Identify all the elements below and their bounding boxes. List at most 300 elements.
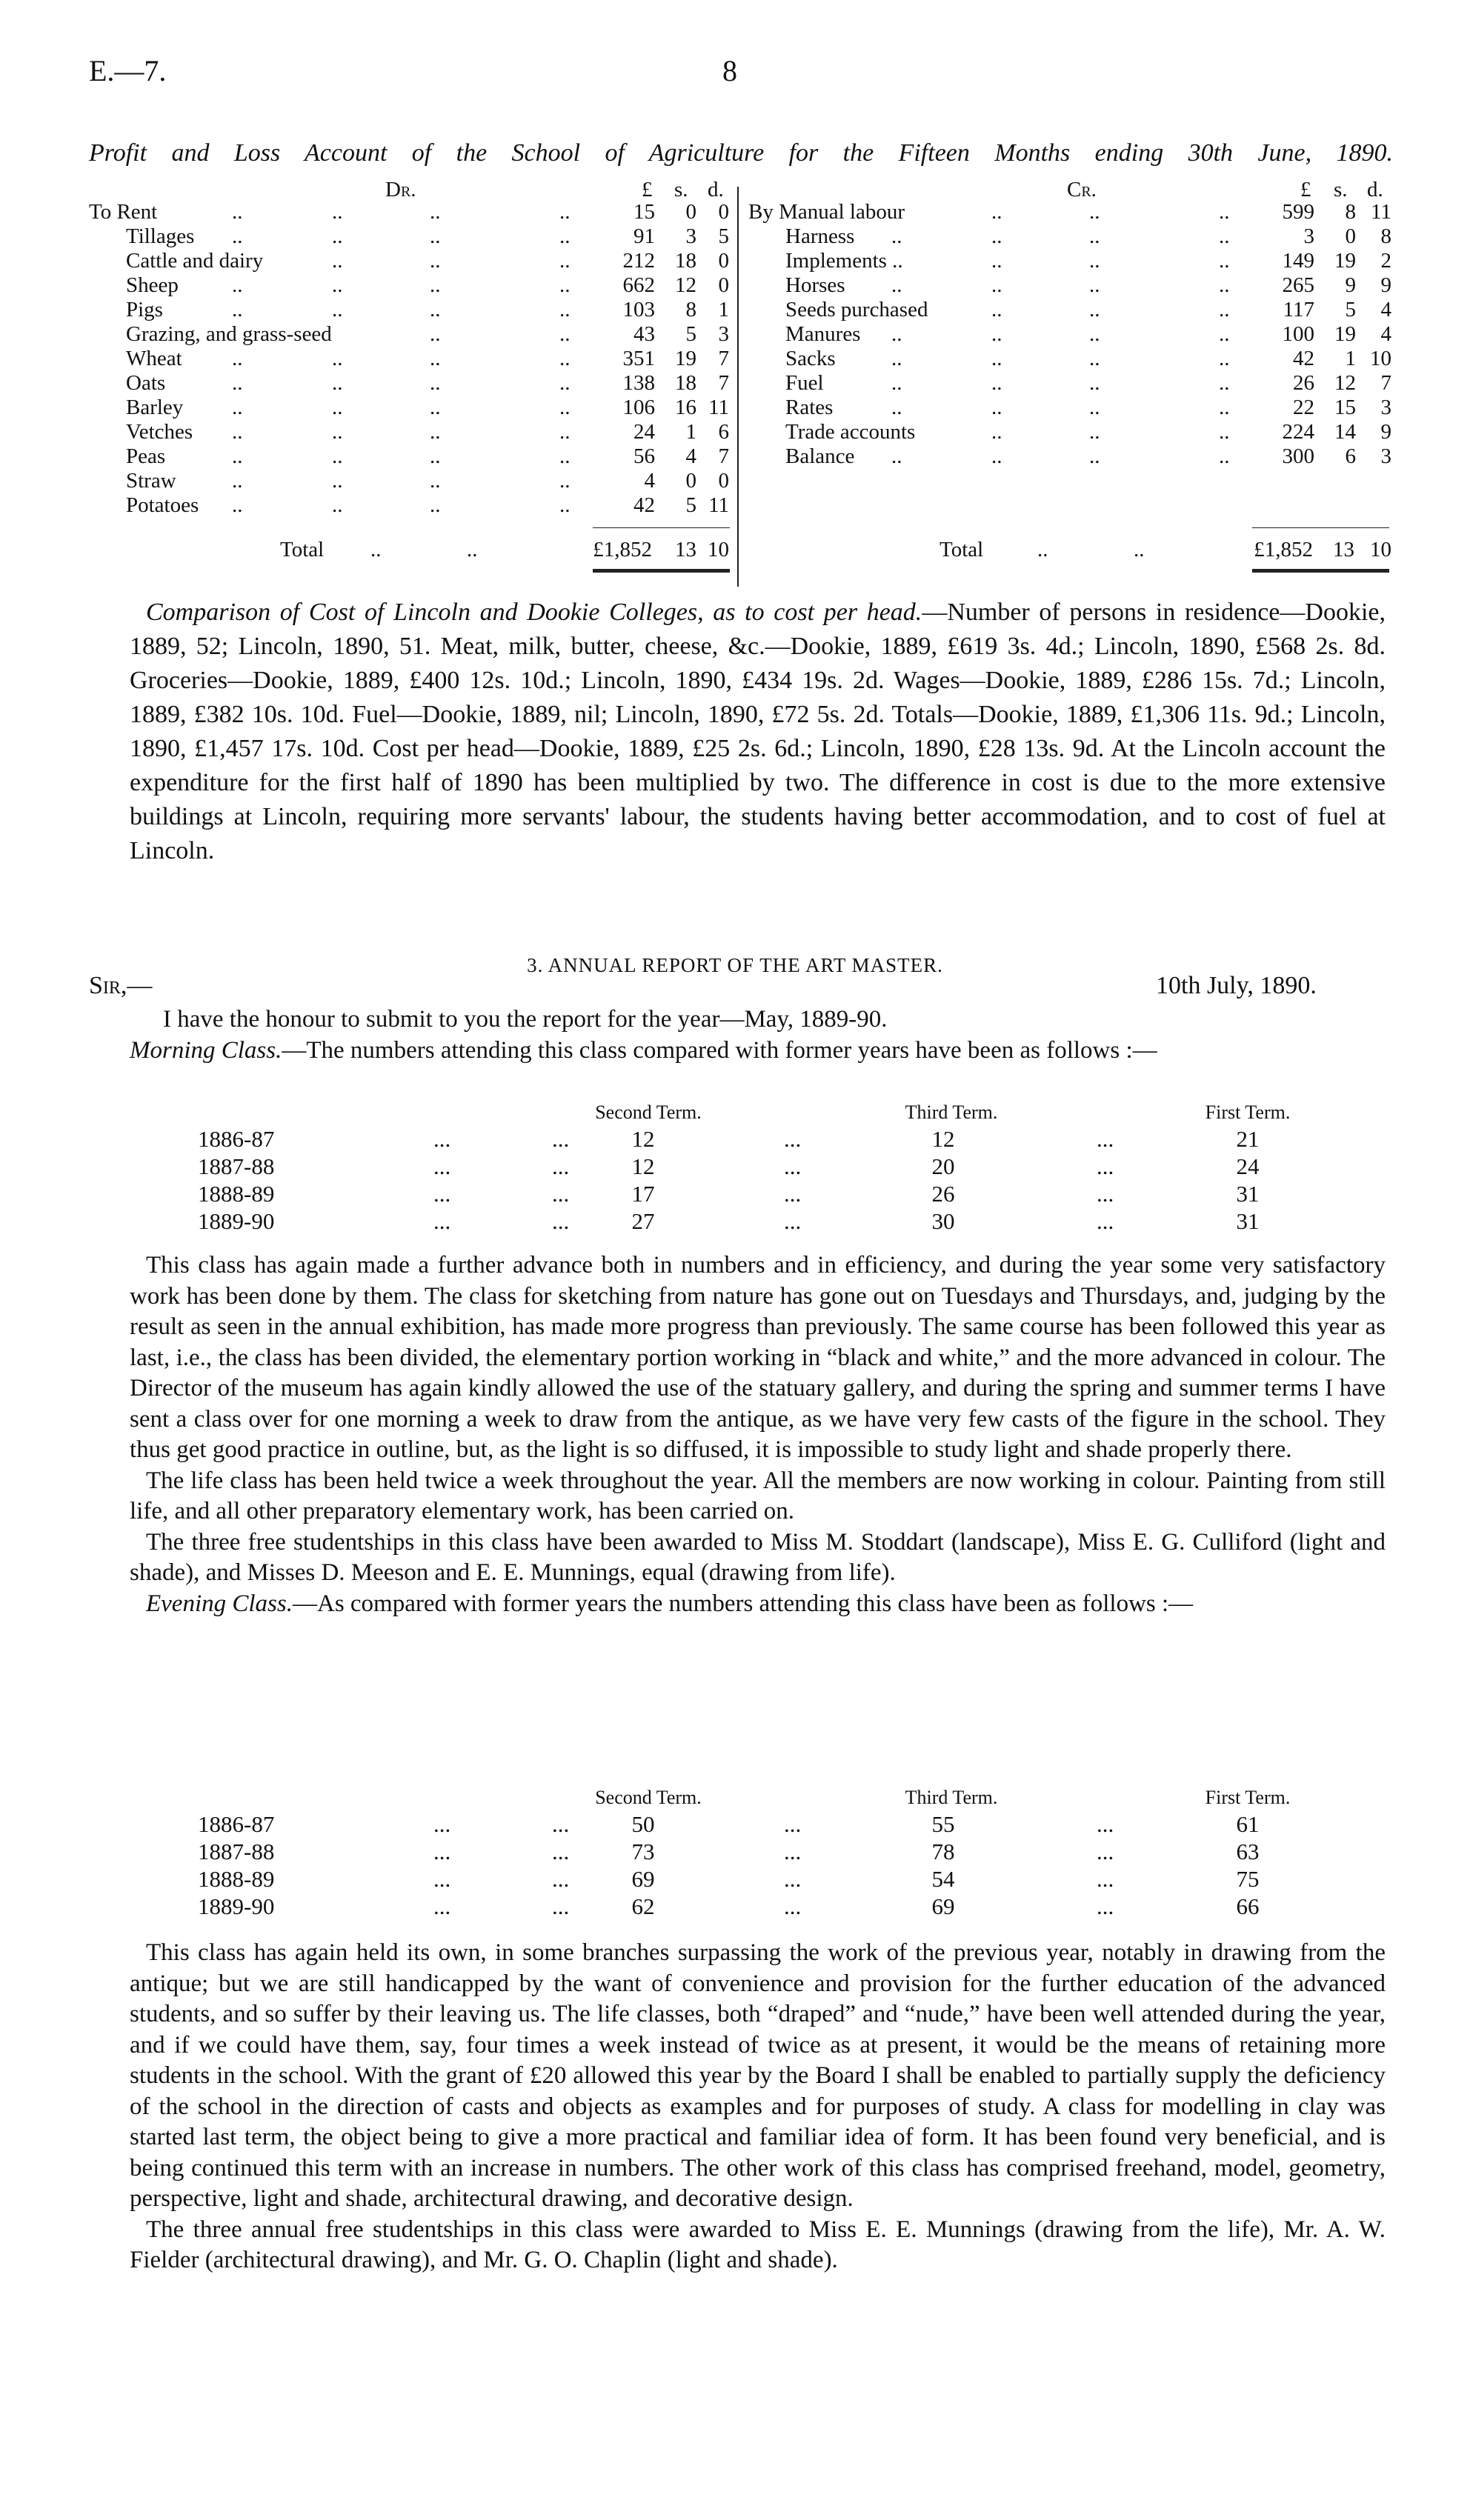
ellipsis: ... [552,1893,570,1919]
shillings: 5 [1345,298,1356,321]
pence: 7 [718,347,729,370]
term-header: Third Term. [905,1787,998,1808]
leader: .. [991,224,1002,248]
term-header: Second Term. [595,1101,702,1123]
first-term-value: 24 [1236,1153,1260,1179]
leader: .. [1134,538,1145,561]
total-pence: 10 [1370,538,1391,561]
leader: .. [332,371,343,395]
paragraph: The three annual free studentships in this class were awarded to Miss E. E. Munnings (drawing from the life), Mr. A. W. Fielder (architectural drawing), and Mr. G. O. Chaplin (light and shade). [130,2216,1386,2273]
cr-row [0,420,1470,444]
first-term-value: 21 [1236,1126,1260,1152]
table-row [0,1207,1470,1235]
profit-loss-title: Profit and Loss Account of the School of Agriculture for the Fifteen Months ending 30th June, 1890. [89,139,1393,167]
document-reference: E.—7. [89,54,167,87]
year: 1888-89 [198,1181,275,1207]
total-pence: 10 [708,538,729,561]
pounds: 4 [644,469,655,493]
leader: .. [991,200,1002,224]
leader: .. [559,371,571,395]
dr-row [0,493,1470,518]
cr-row [0,273,1470,298]
leader: .. [559,273,571,297]
row-label: Sacks [785,347,836,370]
leader: .. [891,371,902,395]
leader: .. [559,444,571,468]
col-pounds: £ [642,178,653,201]
col-shillings: s. [674,178,688,201]
leader: .. [332,298,343,321]
ellipsis: ... [433,1153,451,1179]
pounds: 351 [622,347,655,370]
paragraph: The life class has been held twice a week throughout the year. All the members are now working in colour. Painting from still life, and all other preparatory elementary work, has been carried on. [130,1467,1386,1524]
leader: .. [467,538,478,561]
ellipsis: ... [1097,1126,1114,1152]
ellipsis: ... [784,1839,802,1864]
pence: 5 [718,224,729,248]
third-term-value: 26 [931,1181,955,1207]
year: 1886-87 [198,1126,275,1152]
pence: 6 [718,420,729,444]
leader: .. [991,420,1002,444]
leader: .. [430,469,441,493]
pounds: 56 [633,444,655,468]
leader: .. [991,298,1002,321]
morning-class-lead: Morning Class. [130,1036,282,1064]
ellipsis: ... [784,1126,802,1152]
shillings: 14 [1334,420,1356,444]
term-header: Second Term. [595,1787,702,1808]
shillings: 16 [675,396,696,419]
table-header [0,178,1470,202]
pounds: 662 [622,273,655,297]
pounds: 149 [1282,249,1314,273]
leader: .. [332,493,343,517]
third-term-value: 54 [931,1866,955,1892]
evening-class-paragraphs [130,1938,1386,2276]
paragraph: This class has again made a further advance both in numbers and in efficiency, and during the year some very satisfactory work has been done by them. The class for sketching from nature has gone out on Tuesdays and Thursdays, and, judging by the result as seen in the annual exhibition, has made more progress than previously. The same course has been followed this year as last, i.e., the class has been divided, the elementary portion working in “black and white,” and the more advanced in colour. The Director of the museum has again kindly allowed the use of the statuary gallery, and during the spring and summer terms I have sent a class over for one morning a week to draw from the antique, as we have very few casts of the figure in the school. They thus get good practice in outline, but, as the light is so diffused, it is impossible to study light and shade properly there. [130,1252,1386,1463]
col-pounds: £ [1300,178,1311,201]
leader: .. [1089,444,1100,468]
leader: .. [1219,224,1230,248]
leader: .. [1089,249,1100,273]
pounds: 103 [622,298,655,321]
leader: .. [1219,396,1230,419]
leader: .. [232,420,243,444]
ellipsis: ... [1097,1866,1114,1892]
leader: .. [1089,200,1100,224]
leader: .. [430,249,441,273]
leader: .. [991,371,1002,395]
pence: 9 [1380,420,1391,444]
credit-label: Cr. [1067,178,1097,201]
shillings: 9 [1345,273,1356,297]
morning-class-text: —The numbers attending this class compared with former years have been as follows :— [282,1036,1157,1064]
pence: 2 [1380,249,1391,273]
pence: 11 [708,493,729,517]
third-term-value: 55 [931,1811,955,1837]
row-label: Rates [785,396,834,419]
leader: .. [232,493,243,517]
leader: .. [1089,224,1100,248]
table-row [0,1810,1470,1838]
cr-row [0,347,1470,371]
third-term-value: 30 [931,1208,955,1234]
ellipsis: ... [552,1181,570,1207]
ellipsis: ... [433,1866,451,1892]
first-term-value: 61 [1236,1811,1260,1837]
ellipsis: ... [1097,1153,1114,1179]
leader: .. [1219,420,1230,444]
row-label: Barley [126,396,184,419]
paragraph: The three free studentships in this class have been awarded to Miss M. Stoddart (landscape), Miss E. G. Culliford (light and shade), and Misses D. Meeson and E. E. Munnings, equal (drawing from life). [130,1528,1386,1586]
row-label: Grazing, and grass-seed [126,322,332,346]
leader: .. [559,224,571,248]
first-term-value: 31 [1236,1208,1260,1234]
intro-text: I have the honour to submit to you the report for the year—May, 1889-90. [163,1006,888,1033]
ellipsis: ... [552,1126,570,1152]
row-label: Straw [126,469,176,493]
pence: 3 [1380,444,1391,468]
leader: .. [232,224,243,248]
row-label: Harness [785,224,855,248]
pounds: 22 [1293,396,1314,419]
cr-row [0,322,1470,347]
term-header-row [0,1100,1470,1124]
year: 1889-90 [198,1208,275,1234]
ellipsis: ... [784,1208,802,1234]
cr-row [0,444,1470,469]
ellipsis: ... [433,1181,451,1207]
row-label: Implements .. [785,249,903,273]
pounds: 42 [1293,347,1314,370]
leader: .. [991,444,1002,468]
pence: 9 [1380,273,1391,297]
total-double-rule [1252,569,1389,573]
row-label: Balance [785,444,855,468]
shillings: 12 [1334,371,1356,395]
row-label: Peas [126,444,166,468]
col-shillings: s. [1334,178,1348,201]
leader: .. [430,371,441,395]
evening-class-lead: Evening Class. [146,1590,293,1617]
pence: 3 [1380,396,1391,419]
leader: .. [332,469,343,493]
leader: .. [559,200,571,224]
leader: .. [430,298,441,321]
leader: .. [891,273,902,297]
shillings: 1 [1345,347,1356,370]
leader: .. [1219,347,1230,370]
term-header-row [0,1785,1470,1810]
shillings: 0 [685,469,696,493]
shillings: 5 [685,493,696,517]
leader: .. [232,200,243,224]
leader: .. [232,298,243,321]
comparison-text: —Number of persons in residence—Dookie, 1889, 52; Lincoln, 1890, 51. Meat, milk, butter, cheese, &c.—Dookie, 1889, £619 3s. 4d.; Lincoln, 1890, £568 2s. 8d. Groceries—Dookie, 1889, £400 12s. 10d.; Lincoln, 1890, £434 19s. 2d. Wages—Dookie, 1889, £286 15s. 7d.; Lincoln, 1889, £382 10s. 10d. Fuel—Dookie, 1889, nil; Lincoln, 1890, £72 5s. 2d. Totals—Dookie, 1889, £1,306 11s. 9d.; Lincoln, 1890, £1,457 17s. 10d. Cost per head—Dookie, 1889, £25 2s. 6d.; Lincoln, 1890, £28 13s. 9d. At the Lincoln account the expenditure for the first half of 1890 has been multiplied by two. The difference in cost is due to the more extensive buildings at Lincoln, requiring more servants' labour, the students having better accommodation, and to cost of fuel at Lincoln. [130,599,1386,864]
leader: .. [991,322,1002,346]
leader: .. [430,224,441,248]
leader: .. [559,469,571,493]
leader: .. [332,273,343,297]
leader: .. [1089,371,1100,395]
shillings: 0 [1345,224,1356,248]
total-row [0,538,1470,562]
table-row [0,1838,1470,1865]
pounds: 138 [622,371,655,395]
shillings: 1 [685,420,696,444]
row-label: Pigs [126,298,163,321]
shillings: 3 [685,224,696,248]
leader: .. [232,371,243,395]
ellipsis: ... [784,1153,802,1179]
pounds: 3 [1303,224,1314,248]
row-label: Manures [785,322,861,346]
row-label: Seeds purchased [785,298,928,321]
ellipsis: ... [552,1153,570,1179]
leader: .. [232,469,243,493]
pence: 7 [718,371,729,395]
cr-row [0,371,1470,396]
table-row [0,1153,1470,1180]
leader: .. [430,273,441,297]
column-divider [737,187,739,587]
term-header: Third Term. [905,1101,998,1123]
leader: .. [430,200,441,224]
leader: .. [1219,273,1230,297]
second-term-value: 17 [631,1181,655,1207]
pence: 11 [708,396,729,419]
pounds: 42 [633,493,655,517]
pounds: 15 [633,200,655,224]
letter-date: 10th July, 1890. [1156,972,1317,999]
leader: .. [1219,200,1230,224]
pence: 10 [1370,347,1391,370]
leader: .. [430,493,441,517]
leader: .. [891,322,902,346]
cr-row [0,249,1470,273]
row-label: Tillages [126,224,195,248]
row-label: By Manual labour [748,200,905,224]
ellipsis: ... [552,1839,570,1864]
pounds: 106 [622,396,655,419]
cr-row [0,200,1470,224]
leader: .. [1089,396,1100,419]
pounds: 91 [633,224,655,248]
row-label: Sheep [126,273,179,297]
pence: 7 [1380,371,1391,395]
term-header: First Term. [1205,1101,1291,1123]
shillings: 19 [1334,322,1356,346]
ellipsis: ... [1097,1893,1114,1919]
pence: 7 [718,444,729,468]
table-row [0,1180,1470,1207]
pounds: 100 [1282,322,1314,346]
comparison-paragraph [130,596,1386,868]
third-term-value: 12 [931,1126,955,1152]
leader: .. [1219,444,1230,468]
leader: .. [891,347,902,370]
ellipsis: ... [784,1893,802,1919]
table-row [0,1893,1470,1920]
year: 1889-90 [198,1893,275,1919]
pounds: 300 [1282,444,1314,468]
leader: .. [1219,322,1230,346]
leader: .. [559,493,571,517]
leader: .. [991,347,1002,370]
ellipsis: ... [784,1181,802,1207]
leader: .. [1219,371,1230,395]
pounds: 265 [1282,273,1314,297]
total-label: Total [939,538,984,561]
leader: .. [891,224,902,248]
leader: .. [559,322,571,346]
pence: 0 [718,200,729,224]
total-pounds: £1,852 [593,538,652,561]
comparison-lead: Comparison of Cost of Lincoln and Dookie Colleges, as to cost per head. [146,599,922,626]
art-intro [89,1004,1389,1066]
shillings: 18 [675,371,696,395]
ellipsis: ... [1097,1839,1114,1864]
total-label: Total [280,538,325,561]
shillings: 5 [685,322,696,346]
first-term-value: 66 [1236,1893,1260,1919]
third-term-value: 78 [931,1839,955,1864]
term-header: First Term. [1205,1787,1291,1808]
row-label: Vetches [126,420,193,444]
ellipsis: ... [784,1866,802,1892]
leader: .. [891,444,902,468]
first-term-value: 63 [1236,1839,1260,1864]
leader: .. [891,396,902,419]
second-term-value: 12 [631,1153,655,1179]
cr-row [0,224,1470,249]
third-term-value: 20 [931,1153,955,1179]
table-row [0,1125,1470,1153]
cr-row [0,298,1470,322]
leader: .. [430,347,441,370]
total-shillings: 13 [1333,538,1354,561]
pounds: 212 [622,249,655,273]
pounds: 24 [633,420,655,444]
leader: .. [232,273,243,297]
leader: .. [232,347,243,370]
morning-class-paragraphs [130,1250,1386,1619]
pence: 0 [718,273,729,297]
sum-rule [593,527,730,528]
year: 1886-87 [198,1811,275,1837]
shillings: 6 [1345,444,1356,468]
ellipsis: ... [552,1811,570,1837]
page-number: 8 [722,54,737,87]
pounds: 599 [1282,200,1314,224]
total-double-rule [593,569,730,573]
first-term-value: 75 [1236,1866,1260,1892]
leader: .. [430,444,441,468]
salutation: Sir,— [89,972,153,999]
sum-rule [1252,527,1389,528]
paragraph: This class has again held its own, in some branches surpassing the work of the previous year, notably in drawing from the antique; but we are still handicapped by the want of convenience and provision for the further education of the advanced students, and so suffer by their leaving us. The life classes, both “draped” and “nude,” have been well attended during the year, and if we could have them, say, four times a week instead of twice as at present, it would be the means of retaining more students in the school. With the grant of £20 allowed this year by the Board I shall be enabled to partially supply the deficiency of the school in the direction of casts and objects as examples and for purposes of study. A class for modelling in clay was started last term, the object being to give a more practical and familiar idea of form. It has been found very beneficial, and is being continued this term with an increase in numbers. The other work of this class has comprised freehand, model, geometry, perspective, light and shade, architectural drawing, and decorative design. [130,1939,1386,2212]
shillings: 8 [685,298,696,321]
pence: 4 [1380,298,1391,321]
leader: .. [332,347,343,370]
leader: .. [1219,249,1230,273]
year: 1888-89 [198,1866,275,1892]
leader: .. [1089,298,1100,321]
ellipsis: ... [552,1208,570,1234]
row-label: Cattle and dairy [126,249,264,273]
col-pence: d. [1367,178,1383,201]
leader: .. [332,249,343,273]
ellipsis: ... [433,1893,451,1919]
leader: .. [332,224,343,248]
shillings: 18 [675,249,696,273]
leader: .. [991,249,1002,273]
leader: .. [430,322,441,346]
pence: 1 [718,298,729,321]
second-term-value: 27 [631,1208,655,1234]
pence: 0 [718,469,729,493]
year: 1887-88 [198,1839,275,1864]
row-label: Potatoes [126,493,199,517]
leader: .. [232,396,243,419]
shillings: 15 [1334,396,1356,419]
shillings: 8 [1345,200,1356,224]
ellipsis: ... [1097,1811,1114,1837]
third-term-value: 69 [931,1893,955,1919]
pence: 3 [718,322,729,346]
row-label: Horses [785,273,845,297]
row-label: Fuel [785,371,824,395]
leader: .. [1037,538,1048,561]
leader: .. [1089,322,1100,346]
leader: .. [332,420,343,444]
pounds: 117 [1283,298,1314,321]
ellipsis: ... [433,1208,451,1234]
shillings: 12 [675,273,696,297]
leader: .. [332,200,343,224]
row-label: Trade accounts [785,420,916,444]
leader: .. [370,538,382,561]
ellipsis: ... [433,1126,451,1152]
year: 1887-88 [198,1153,275,1179]
total-pounds: £1,852 [1254,538,1313,561]
ellipsis: ... [1097,1208,1114,1234]
pounds: 224 [1282,420,1314,444]
leader: .. [430,396,441,419]
ellipsis: ... [433,1839,451,1864]
leader: .. [1089,420,1100,444]
leader: .. [559,249,571,273]
cr-row [0,396,1470,420]
ellipsis: ... [1097,1181,1114,1207]
leader: .. [1219,298,1230,321]
leader: .. [430,420,441,444]
row-label: To Rent [89,200,158,224]
shillings: 4 [685,444,696,468]
leader: .. [1089,347,1100,370]
leader: .. [332,444,343,468]
ellipsis: ... [784,1811,802,1837]
pounds: 43 [633,322,655,346]
pounds: 26 [1293,371,1314,395]
shillings: 0 [685,200,696,224]
leader: .. [559,420,571,444]
second-term-value: 50 [631,1811,655,1837]
section-heading: 3. ANNUAL REPORT OF THE ART MASTER. [527,954,943,976]
shillings: 19 [1334,249,1356,273]
pence: 0 [718,249,729,273]
